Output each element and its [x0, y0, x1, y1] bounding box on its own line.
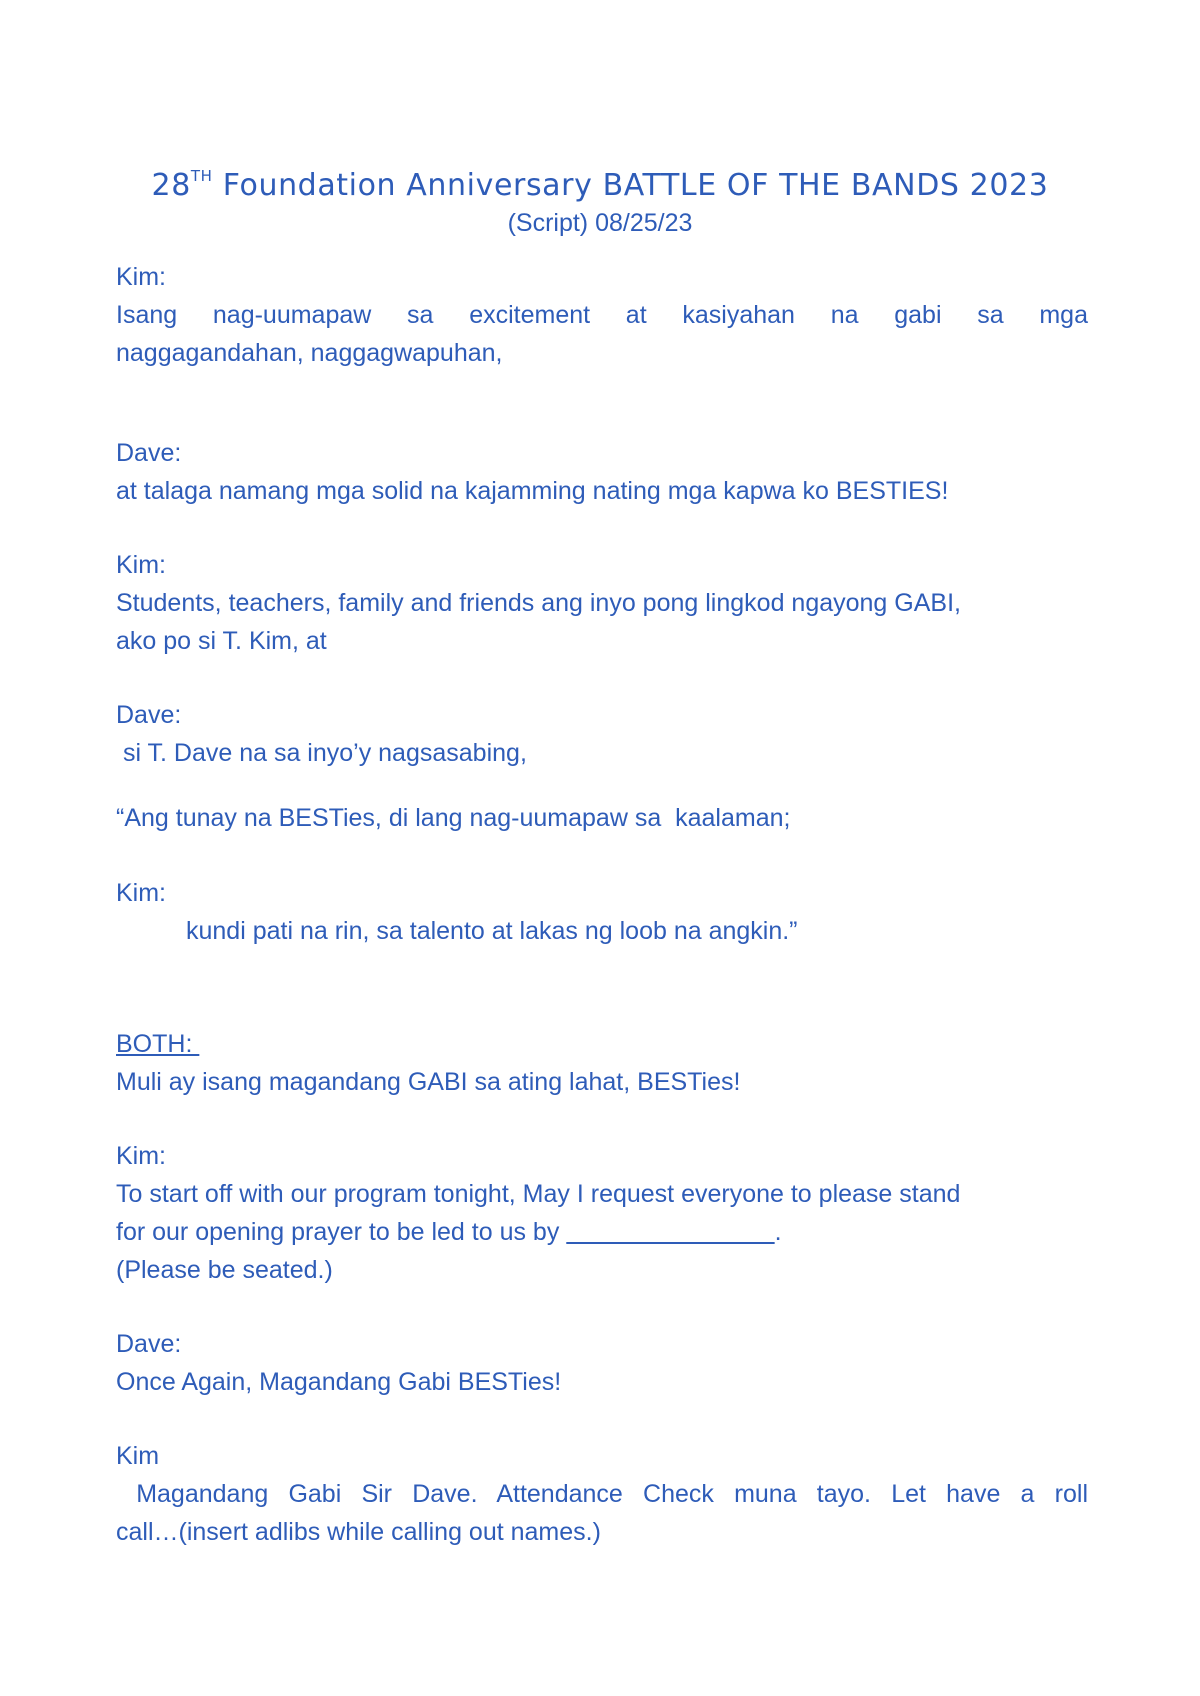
script-line: si T. Dave na sa inyo’y nagsasabing,: [116, 739, 527, 767]
script-line-suffix: .: [774, 1218, 782, 1246]
script-line: Muli ay isang magandang GABI sa ating lahat, BESTies!: [116, 1068, 741, 1096]
script-line: kundi pati na rin, sa talento at lakas ng loob na angkin.”: [186, 917, 798, 945]
script-block-dave-3: [116, 1325, 1088, 1401]
speaker-label: Dave:: [116, 439, 182, 467]
script-line: “Ang tunay na BESTies, di lang nag-uumapaw sa kaalaman;: [116, 804, 791, 832]
speaker-label: Kim:: [116, 879, 166, 907]
speaker-label: Dave:: [116, 701, 182, 729]
script-line: Isang nag-uumapaw sa excitement at kasiyahan na gabi sa mga: [116, 301, 1088, 329]
script-block-dave-2: [116, 696, 1088, 772]
script-line-prefix: for our opening prayer to be led to us by: [116, 1218, 567, 1246]
script-line: Magandang Gabi Sir Dave. Attendance Check muna tayo. Let have a roll: [116, 1480, 1088, 1508]
script-line: naggagandahan, naggagwapuhan,: [116, 339, 503, 367]
script-block-quote: [116, 799, 1088, 837]
speaker-label: Kim: [116, 1442, 160, 1470]
script-block-kim-5: [116, 1437, 1088, 1551]
speaker-label: Kim:: [116, 1142, 166, 1170]
script-block-kim-1: [116, 258, 1088, 372]
speaker-label: Dave:: [116, 1330, 182, 1358]
script-line: at talaga namang mga solid na kajamming nating mga kapwa ko BESTIES!: [116, 477, 949, 505]
title-superscript: TH: [190, 167, 213, 185]
script-block-kim-4: [116, 1137, 1088, 1289]
script-line: ako po si T. Kim, at: [116, 627, 327, 655]
script-block-dave-1: [116, 434, 1088, 510]
script-line: call…(insert adlibs while calling out names.): [116, 1518, 601, 1546]
title-rest: Foundation Anniversary BATTLE OF THE BANDS 2023: [212, 168, 1049, 203]
script-block-kim-3: [116, 874, 1088, 950]
script-block-both: [116, 1025, 1088, 1101]
fill-in-blank: [566, 1218, 774, 1246]
script-line: Students, teachers, family and friends ang inyo pong lingkod ngayong GABI,: [116, 589, 961, 617]
script-line: To start off with our program tonight, May I request everyone to please stand: [116, 1180, 961, 1208]
speaker-label: BOTH:: [116, 1030, 200, 1058]
script-block-kim-2: [116, 546, 1088, 660]
document-subtitle: (Script) 08/25/23: [507, 209, 693, 237]
script-line-with-blank: [116, 1213, 1088, 1251]
document-title: [0, 166, 1200, 206]
script-line: Once Again, Magandang Gabi BESTies!: [116, 1368, 562, 1396]
speaker-label: Kim:: [116, 263, 166, 291]
title-prefix: 28: [151, 168, 191, 203]
script-line: (Please be seated.): [116, 1256, 333, 1284]
speaker-label: Kim:: [116, 551, 166, 579]
